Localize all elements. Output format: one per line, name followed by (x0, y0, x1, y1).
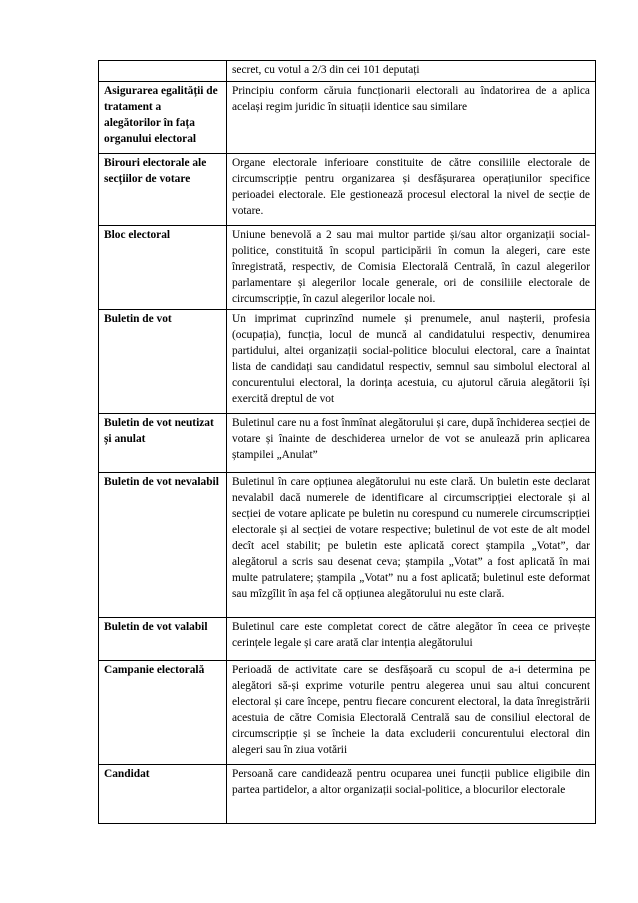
definition-cell: Buletinul în care opțiunea alegătorului nu este clară. Un buletin este declarat nevalabil dacă numerele de identificare al circumscripției electorale și al secției de votare aplicate pe buletin nu corespund cu numerele circumscripției electorale și al secției de votare respective; buletinul de vot este de alt model decît acel stabilit; pe buletin este aplicată corect ștampila „Votat”, dar alegătorul a scris sau desenat ceva; ștampila „Votat” a fost aplicată în mai multe patrulatere; ștampila „Votat” nu a fost aplicată; buletinul este deformat sau mîzgîlit în așa fel că opțiunea alegătorului nu este clară. (227, 473, 596, 618)
table-row (99, 61, 596, 82)
term-cell: Buletin de vot (99, 310, 227, 414)
table-row (99, 618, 596, 661)
term-cell: Buletin de vot valabil (99, 618, 227, 661)
term-cell: Campanie electorală (99, 661, 227, 765)
term-cell: Birouri electorale ale secțiilor de votare (99, 153, 227, 225)
table-row (99, 153, 596, 225)
table-row (99, 473, 596, 618)
definition-cell: secret, cu votul a 2/3 din cei 101 deputați (227, 61, 596, 82)
glossary-table (98, 60, 596, 824)
table-row (99, 661, 596, 765)
definition-cell: Uniune benevolă a 2 sau mai multor partide și/sau altor organizații social-politice, constituită în scopul participării în comun la alegeri, care este înregistrată, respectiv, de Comisia Electorală Centrală, în cazul alegerilor parlamentare și alegerilor locale generale, ori de consiliile electorale de circumscripție, în cazul alegerilor locale noi. (227, 225, 596, 310)
table-row (99, 81, 596, 153)
term-cell: Bloc electoral (99, 225, 227, 310)
table-row (99, 225, 596, 310)
definition-cell: Perioadă de activitate care se desfășoară cu scopul de a-i determina pe alegători să-și exprime voturile pentru alegerea unui sau altui concurent electoral și care începe, pentru fiecare concurent electoral, la data înregistrării acestuia de către Comisia Electorală Centrală sau de consiliul electoral de circumscripție și se încheie la data excluderii concurentului electoral din alegeri sau în ziua votării (227, 661, 596, 765)
term-cell: Asigurarea egalității de tratament a alegătorilor în fața organului electoral (99, 81, 227, 153)
definition-cell: Buletinul care este completat corect de către alegător în ceea ce privește cerințele legale și care arată clar intenția alegătorului (227, 618, 596, 661)
definition-cell: Buletinul care nu a fost înmînat alegătorului și care, după închiderea secției de votare și înainte de deschiderea urnelor de vot se anulează prin aplicarea ștampilei „Anulat” (227, 414, 596, 473)
table-row (99, 414, 596, 473)
definition-cell: Persoană care candidează pentru ocuparea unei funcții publice eligibile din partea partidelor, a altor organizații social-politice, a blocurilor electorale (227, 765, 596, 824)
term-cell: Buletin de vot neutizat și anulat (99, 414, 227, 473)
definition-cell: Principiu conform căruia funcționarii electorali au îndatorirea de a aplica același regim juridic în situații identice sau similare (227, 81, 596, 153)
term-cell: Buletin de vot nevalabil (99, 473, 227, 618)
term-cell: Candidat (99, 765, 227, 824)
definition-cell: Organe electorale inferioare constituite de către consiliile electorale de circumscripție pentru organizarea și desfășurarea operațiunilor specifice perioadei electorale. Ele gestionează procesul electoral la nivel de secție de votare. (227, 153, 596, 225)
definition-cell: Un imprimat cuprinzînd numele și prenumele, anul nașterii, profesia (ocupația), funcția, locul de muncă al candidatului respectiv, denumirea partidului, altei organizații social-politice blocului electoral, care a înaintat lista de candidați sau candidatul respectiv, semnul sau simbolul electoral al concurentului electoral, la dorința acestuia, cu ajutorul căruia alegătorii își exercită dreptul de vot (227, 310, 596, 414)
term-cell (99, 61, 227, 82)
table-row (99, 310, 596, 414)
table-row (99, 765, 596, 824)
